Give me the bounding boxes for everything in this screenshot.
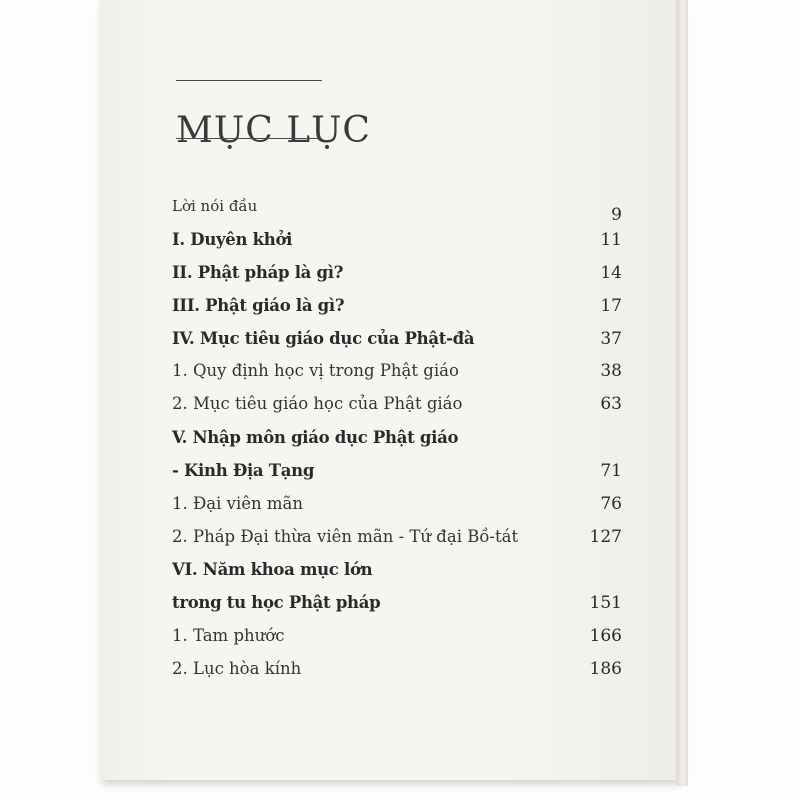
toc-entry-title: 2. Lục hòa kính — [172, 659, 302, 678]
toc-entry-page-number: 166 — [589, 626, 622, 646]
toc-entry-page-number: 71 — [600, 461, 622, 481]
toc-entry — [0, 296, 800, 329]
toc-entry-title: II. Phật pháp là gì? — [172, 263, 344, 282]
toc-entry — [0, 461, 800, 494]
toc-entry-title: Lời nói đầu — [172, 197, 258, 215]
toc-entry-title: 2. Pháp Đại thừa viên mãn - Tứ đại Bồ-tát — [172, 527, 519, 546]
toc-entry-title: VI. Năm khoa mục lớn — [172, 560, 373, 579]
toc-entry-page-number: 63 — [600, 394, 622, 414]
toc-entry — [0, 394, 800, 427]
toc-entry — [0, 329, 800, 362]
toc-entry-page-number: 127 — [589, 527, 622, 547]
toc-entry-title: 1. Quy định học vị trong Phật giáo — [172, 361, 459, 380]
toc-entry-title: 1. Đại viên mãn — [172, 494, 304, 513]
toc-entry-title: 1. Tam phước — [172, 626, 285, 645]
toc-entry — [0, 230, 800, 263]
toc-entry-title: I. Duyên khởi — [172, 230, 293, 249]
toc-entry-page-number: 186 — [589, 659, 622, 679]
toc-entry-title: IV. Mục tiêu giáo dục của Phật-đà — [172, 329, 475, 348]
toc-entry — [0, 593, 800, 626]
toc-entry-page-number: 9 — [611, 205, 622, 225]
title-bottom-rule — [176, 138, 322, 139]
toc-entry-title: V. Nhập môn giáo dục Phật giáo — [172, 428, 459, 447]
toc-entry — [0, 361, 800, 394]
toc-entry-page-number: 38 — [600, 361, 622, 381]
toc-entry-page-number: 37 — [600, 329, 622, 349]
toc-entry — [0, 527, 800, 560]
toc-entry-title: trong tu học Phật pháp — [172, 593, 381, 612]
toc-entry-page-number: 17 — [600, 296, 622, 316]
title-top-rule — [176, 80, 322, 81]
toc-entry-page-number: 76 — [600, 494, 622, 514]
toc-entry — [0, 494, 800, 527]
toc-entry — [0, 263, 800, 296]
toc-entry-title: 2. Mục tiêu giáo học của Phật giáo — [172, 394, 463, 413]
toc-entry-page-number: 151 — [589, 593, 622, 613]
page-title: MỤC LỤC — [176, 110, 371, 152]
toc-entry — [0, 428, 800, 461]
toc-entry — [0, 659, 800, 692]
toc-entry — [0, 626, 800, 659]
toc-entry-page-number: 11 — [600, 230, 622, 250]
toc-entry — [0, 197, 800, 230]
toc-entry-title: III. Phật giáo là gì? — [172, 296, 345, 315]
toc-entry — [0, 560, 800, 593]
toc-entry-page-number: 14 — [600, 263, 622, 283]
toc-entry-title: - Kinh Địa Tạng — [172, 461, 315, 480]
